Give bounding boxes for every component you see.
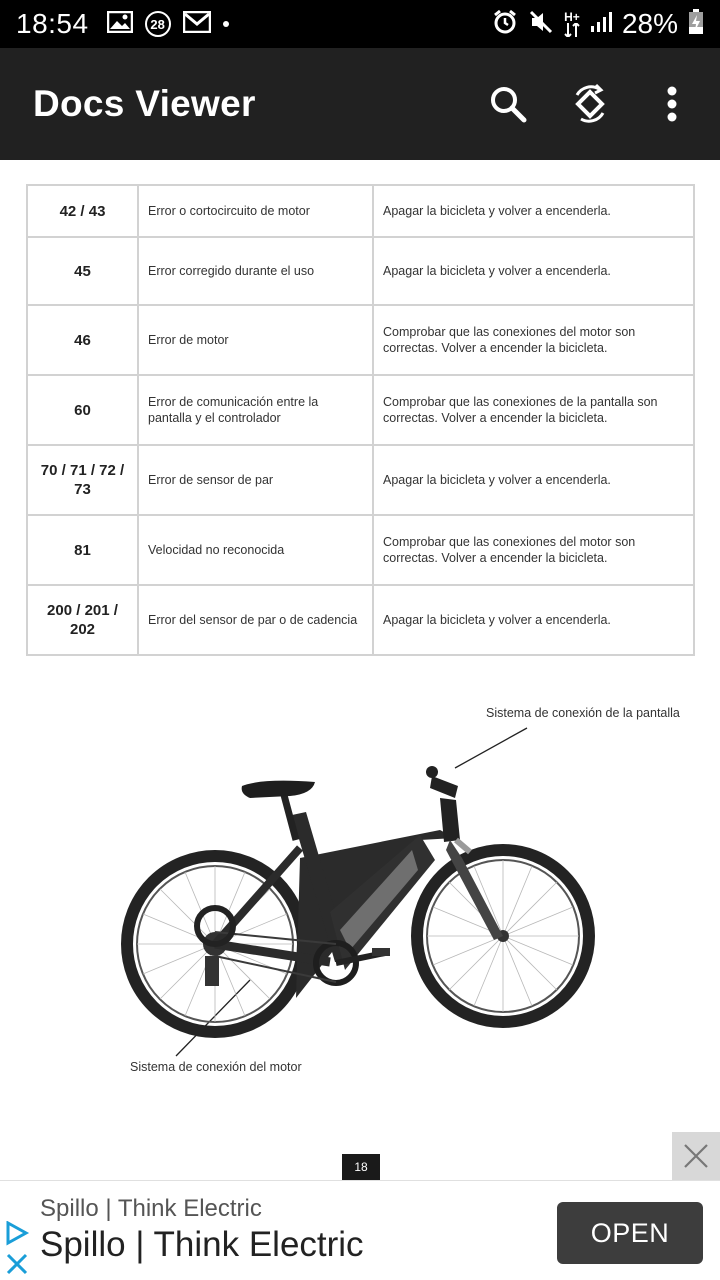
table-row (27, 237, 694, 305)
error-description-cell: Error de comunicación entre la pantalla y el controlador (138, 375, 373, 445)
error-code-cell: 200 / 201 / 202 (27, 585, 138, 655)
app-title: Docs Viewer (33, 83, 256, 124)
ad-choices-icon[interactable] (4, 1221, 30, 1279)
error-code-cell: 45 (27, 237, 138, 305)
table-row (27, 445, 694, 515)
error-description-cell: Error o cortocircuito de motor (138, 185, 373, 237)
battery-charging-icon (688, 9, 704, 40)
status-time: 18:54 (16, 8, 89, 39)
bike-figure (0, 680, 720, 1120)
alarm-icon (492, 9, 518, 40)
table-row (27, 515, 694, 585)
rotate-icon (568, 82, 612, 126)
page-number: 18 (342, 1154, 380, 1180)
network-type-icon (564, 11, 580, 37)
error-solution-cell: Apagar la bicicleta y volver a encenderla. (373, 585, 694, 655)
network-type-label: H+ (564, 10, 580, 24)
table-row (27, 305, 694, 375)
app-bar-actions (478, 74, 702, 134)
status-notifications (107, 11, 229, 38)
ad-banner[interactable] (0, 1180, 720, 1280)
motor-connection-label: Sistema de conexión del motor (130, 1060, 302, 1074)
error-code-cell: 60 (27, 375, 138, 445)
ad-close-button[interactable] (672, 1132, 720, 1180)
rotate-button[interactable] (560, 74, 620, 134)
error-code-cell: 70 / 71 / 72 / 73 (27, 445, 138, 515)
error-code-cell: 42 / 43 (27, 185, 138, 237)
mute-icon (528, 9, 554, 40)
error-description-cell: Error corregido durante el uso (138, 237, 373, 305)
error-code-table (26, 184, 695, 656)
error-description-cell: Error del sensor de par o de cadencia (138, 585, 373, 655)
table-row (27, 375, 694, 445)
app-bar (0, 48, 720, 160)
search-button[interactable] (478, 74, 538, 134)
ad-open-button[interactable]: OPEN (557, 1202, 703, 1264)
status-system-icons (492, 8, 704, 40)
table-row (27, 585, 694, 655)
close-icon (682, 1142, 710, 1170)
signal-icon (590, 11, 612, 38)
error-description-cell: Error de motor (138, 305, 373, 375)
battery-percent: 28% (621, 8, 678, 39)
more-notifications-dot (223, 21, 229, 27)
table-row (27, 185, 694, 237)
more-options-button[interactable] (642, 74, 702, 134)
error-solution-cell: Comprobar que las conexiones del motor son correctas. Volver a encender la bicicleta. (373, 305, 694, 375)
error-code-cell: 46 (27, 305, 138, 375)
display-connection-label: Sistema de conexión de la pantalla (486, 706, 680, 720)
image-icon (107, 11, 133, 38)
gmail-icon (183, 11, 211, 38)
error-description-cell: Error de sensor de par (138, 445, 373, 515)
more-vert-icon (666, 86, 678, 122)
error-solution-cell: Apagar la bicicleta y volver a encenderla. (373, 445, 694, 515)
error-code-cell: 81 (27, 515, 138, 585)
error-description-cell: Velocidad no reconocida (138, 515, 373, 585)
error-solution-cell: Apagar la bicicleta y volver a encenderla. (373, 185, 694, 237)
error-solution-cell: Apagar la bicicleta y volver a encenderla. (373, 237, 694, 305)
notification-count-badge: 28 (145, 11, 171, 37)
ad-subtitle: Spillo | Think Electric (40, 1195, 262, 1222)
status-bar (0, 0, 720, 48)
search-icon (488, 84, 528, 124)
bike-illustration (0, 680, 720, 1120)
document-page[interactable] (0, 160, 720, 1182)
error-solution-cell: Comprobar que las conexiones de la pantalla son correctas. Volver a encender la bicicleta. (373, 375, 694, 445)
error-solution-cell: Comprobar que las conexiones del motor son correctas. Volver a encender la bicicleta. (373, 515, 694, 585)
ad-title[interactable]: Spillo | Think Electric (40, 1225, 364, 1264)
